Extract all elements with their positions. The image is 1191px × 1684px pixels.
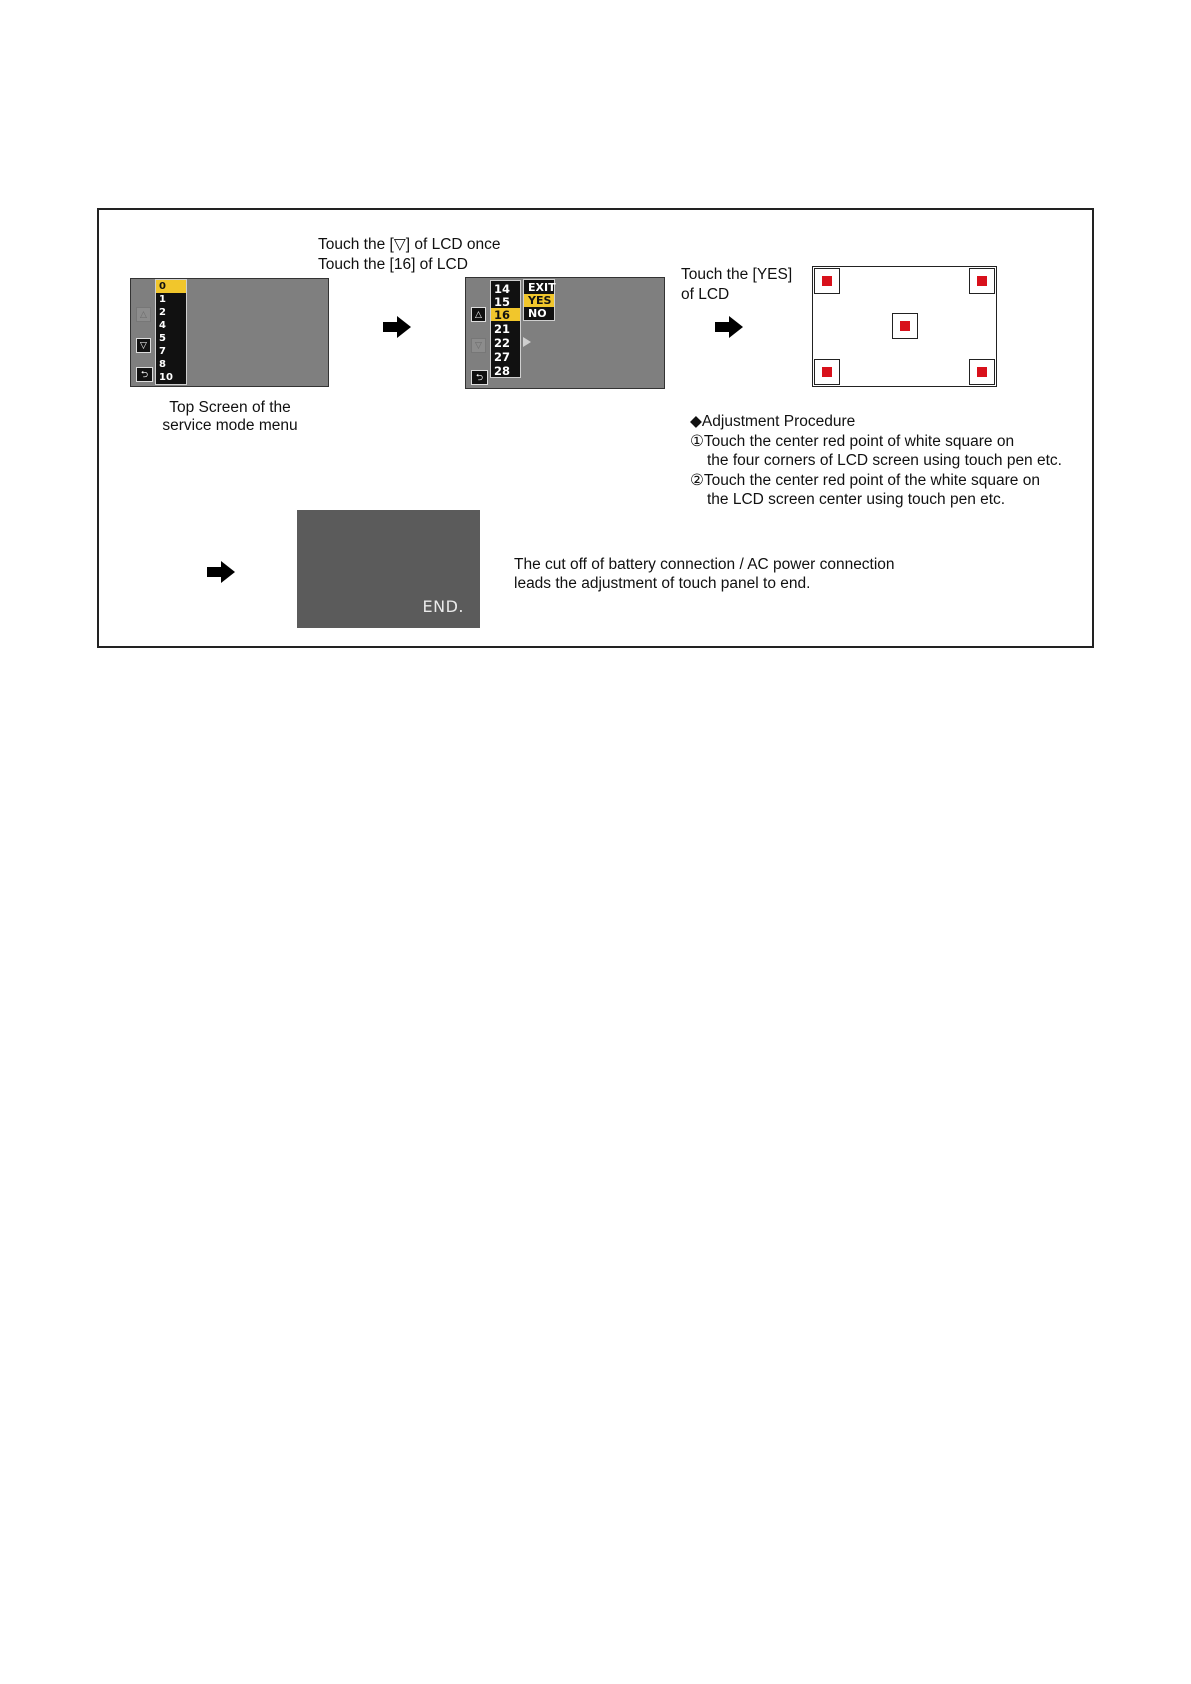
list-item[interactable]: 4 (159, 320, 166, 331)
red-point-icon (822, 367, 832, 377)
arrow-right-icon (383, 316, 411, 338)
red-point-icon (822, 276, 832, 286)
list-item[interactable]: 22 (494, 336, 511, 350)
list-item[interactable]: 14 (494, 282, 511, 296)
procedure-item2-line2: the LCD screen center using touch pen etc. (707, 491, 1006, 508)
procedure-item1-line2: the four corners of LCD screen using touch pen etc. (707, 452, 1062, 469)
list-item[interactable]: 7 (159, 346, 166, 357)
nav-up-button[interactable]: △ (136, 307, 151, 322)
list-item[interactable]: 16 (494, 308, 511, 322)
menu-number-list (155, 279, 187, 385)
arrow-right-icon (715, 316, 743, 338)
submenu-exit[interactable]: EXIT (528, 281, 556, 294)
arrow-right-icon (207, 561, 235, 583)
list-item[interactable]: 1 (159, 294, 166, 305)
target-top-left[interactable] (814, 268, 840, 294)
list-item[interactable]: 28 (494, 364, 511, 378)
list-item[interactable]: 21 (494, 322, 511, 336)
nav-down-button[interactable]: ▽ (136, 338, 151, 353)
menu-number-list (490, 280, 521, 378)
procedure-title: ◆Adjustment Procedure (690, 413, 856, 430)
back-button[interactable]: ⮌ (471, 370, 488, 385)
submenu-no[interactable]: NO (528, 307, 547, 320)
lcd-top-screen (130, 278, 329, 387)
submenu-pointer-icon (523, 337, 531, 347)
target-center[interactable] (892, 313, 918, 339)
list-item[interactable]: 0 (159, 281, 166, 292)
step1-caption-line1: Top Screen of the (169, 399, 291, 416)
procedure-item1-line1: ①Touch the center red point of white square on (690, 433, 1015, 450)
confirm-submenu (523, 279, 555, 321)
list-item[interactable]: 5 (159, 333, 166, 344)
step3-instruction-line1: Touch the [YES] (681, 266, 793, 283)
back-button[interactable]: ⮌ (136, 367, 153, 382)
list-item[interactable]: 10 (159, 372, 173, 383)
submenu-yes[interactable]: YES (524, 294, 554, 307)
red-point-icon (977, 276, 987, 286)
target-bottom-right[interactable] (969, 359, 995, 385)
target-top-right[interactable] (969, 268, 995, 294)
end-label: END. (422, 597, 464, 616)
step2-instruction-line1: Touch the [▽] of LCD once (318, 236, 501, 253)
nav-up-button[interactable]: △ (471, 307, 486, 322)
lcd-end-screen (297, 510, 480, 628)
red-point-icon (900, 321, 910, 331)
lcd-item-select-screen (465, 277, 665, 389)
touch-calibration-screen (812, 266, 997, 387)
list-item[interactable]: 2 (159, 307, 166, 318)
end-note-line2: leads the adjustment of touch panel to end. (514, 575, 811, 592)
step1-caption-line2: service mode menu (162, 417, 298, 434)
target-bottom-left[interactable] (814, 359, 840, 385)
procedure-item2-line1: ②Touch the center red point of the white square on (690, 472, 1040, 489)
list-item[interactable]: 27 (494, 350, 511, 364)
nav-down-button[interactable]: ▽ (471, 338, 486, 353)
step3-instruction-line2: of LCD (681, 286, 730, 303)
list-item[interactable]: 8 (159, 359, 166, 370)
list-item[interactable]: 15 (494, 295, 511, 309)
step2-instruction-line2: Touch the [16] of LCD (318, 256, 468, 273)
red-point-icon (977, 367, 987, 377)
end-note-line1: The cut off of battery connection / AC power connection (514, 556, 895, 573)
